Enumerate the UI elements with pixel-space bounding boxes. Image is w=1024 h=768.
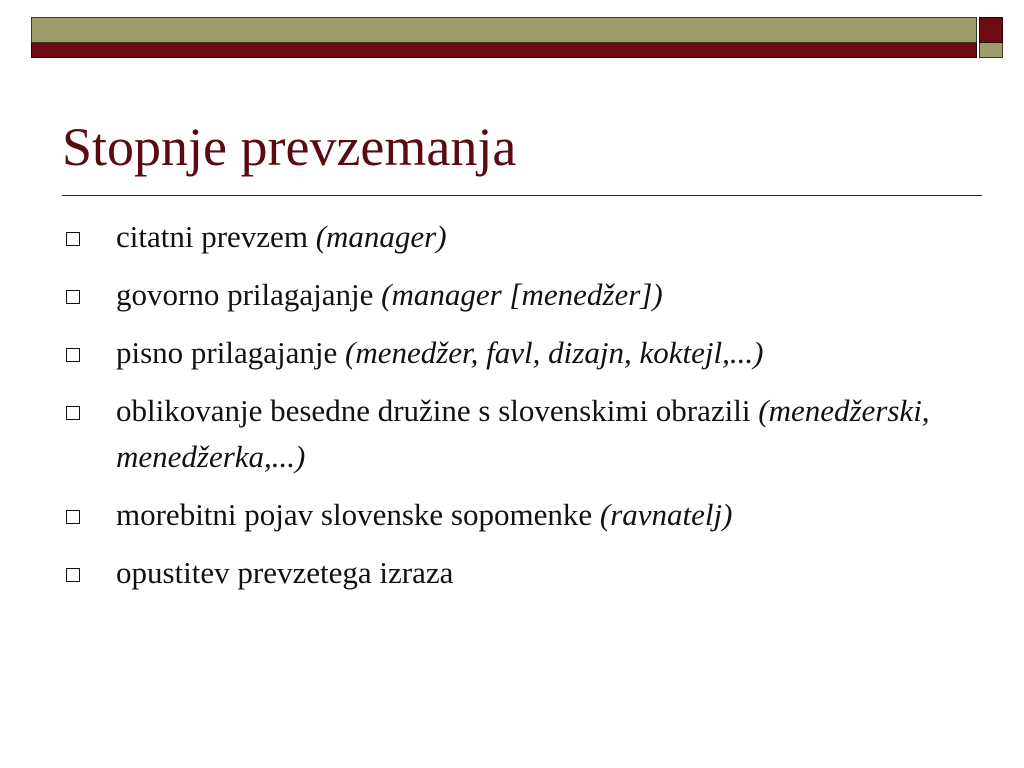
hollow-square-bullet-icon — [66, 406, 80, 420]
bullet-item — [62, 330, 982, 376]
hollow-square-bullet-icon — [66, 348, 80, 362]
hollow-square-bullet-icon — [66, 510, 80, 524]
bullet-item — [62, 550, 982, 596]
bullet-example: (manager) — [315, 219, 447, 254]
hollow-square-bullet-icon — [66, 568, 80, 582]
bullet-text: morebitni pojav slovenske sopomenke — [116, 497, 600, 532]
bullet-example: (menedžer, favl, dizajn, koktejl,...) — [345, 335, 764, 370]
bullet-text: citatni prevzem — [116, 219, 316, 254]
bullet-example: (manager [menedžer]) — [381, 277, 663, 312]
bullet-list — [62, 214, 982, 608]
bullet-text: oblikovanje besedne družine s slovenskimi obrazili — [116, 393, 759, 428]
header-band-olive-stripe — [31, 17, 977, 43]
slide-title: Stopnje prevzemanja — [62, 117, 517, 177]
bullet-item — [62, 492, 982, 538]
hollow-square-bullet-icon — [66, 290, 80, 304]
bullet-item — [62, 388, 982, 480]
bullet-item — [62, 272, 982, 318]
hollow-square-bullet-icon — [66, 232, 80, 246]
header-corner-olive-block — [979, 43, 1003, 58]
header-band-maroon-stripe — [31, 43, 977, 58]
bullet-example: (menedžerski, menedžerka,...) — [116, 393, 930, 474]
bullet-example: (ravnatelj) — [599, 497, 733, 532]
bullet-text: pisno prilagajanje — [116, 335, 345, 370]
bullet-text: opustitev prevzetega izraza — [116, 555, 454, 590]
header-band — [31, 17, 977, 58]
bullet-item — [62, 214, 982, 260]
title-divider — [62, 195, 982, 196]
bullet-text: govorno prilagajanje — [116, 277, 382, 312]
header-corner-maroon-block — [979, 17, 1003, 43]
